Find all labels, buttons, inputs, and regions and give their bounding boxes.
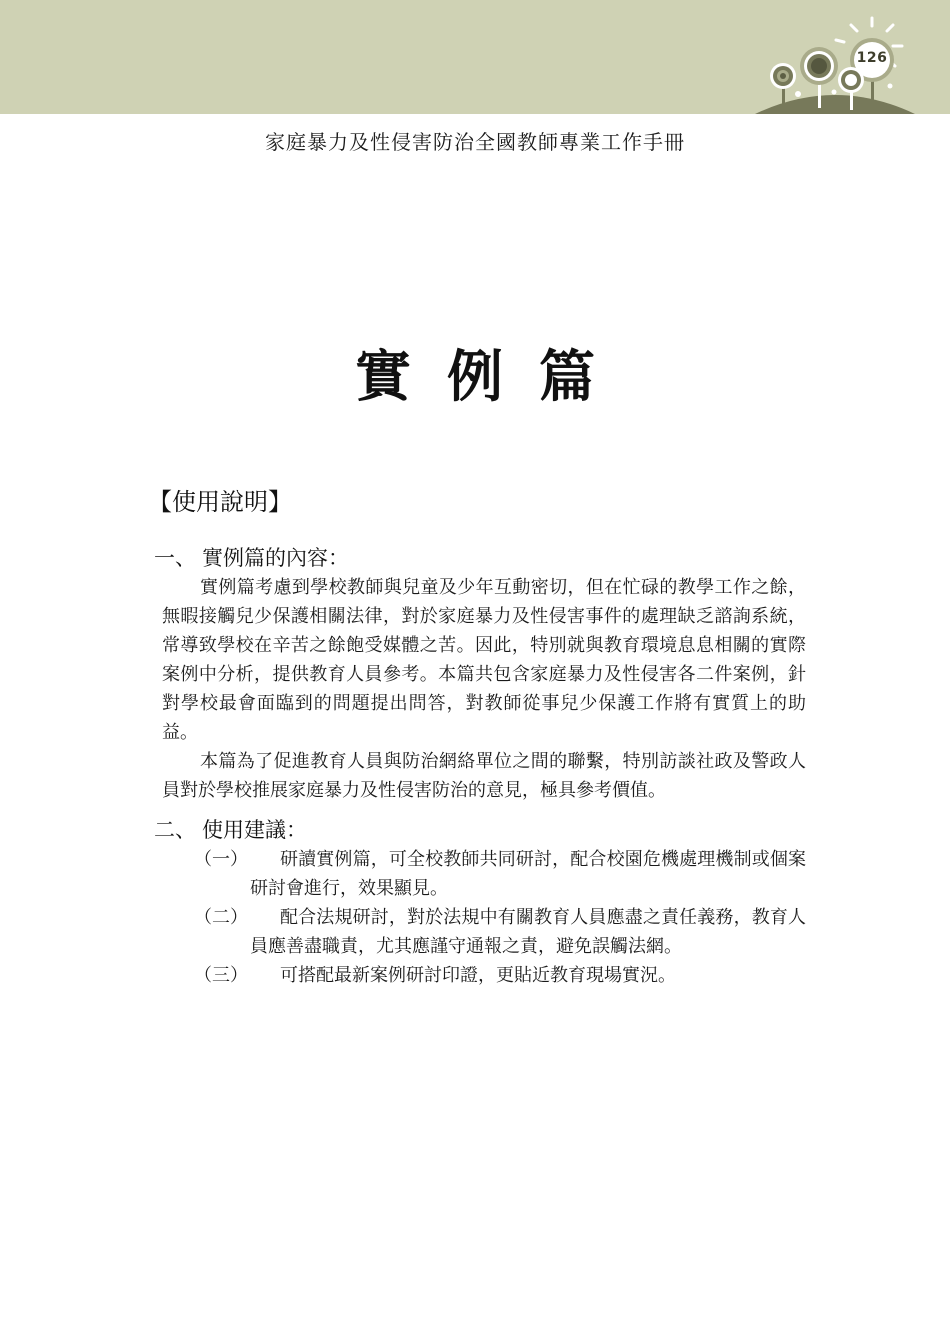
part1-heading [154,543,806,573]
list-item-marker: （二） [194,907,248,928]
list-item-marker: （一） [194,849,248,870]
flower-decoration-icon [750,14,920,114]
list-item-text: 研讀實例篇，可全校教師共同研討，配合校園危機處理機制或個案研討會進行，效果顯見。 [250,849,806,899]
part2-number: 二、 [154,818,196,842]
section-title: 實例篇 [355,345,631,410]
part2-heading [154,815,806,845]
list-item-text: 可搭配最新案例研討印證，更貼近教育現場實況。 [280,965,676,986]
part2-section [154,815,806,990]
list-item-marker: （三） [194,965,248,986]
page-number: 126 [856,50,888,66]
list-item-text: 配合法規研討，對於法規中有關教育人員應盡之責任義務，教育人員應善盡職責，尤其應謹守通報之責，避免誤觸法網。 [250,907,806,957]
part1-paragraph-1: 實例篇考慮到學校教師與兒童及少年互動密切，但在忙碌的教學工作之餘，無暇接觸兒少保護相關法律，對於家庭暴力及性侵害事件的處理缺乏諮詢系統，常導致學校在辛苦之餘飽受媒體之苦。因此，特別就與教育環境息息相關的實際案例中分析，提供教育人員參考。本篇共包含家庭暴力及性侵害各二件案例，針對學校最會面臨到的問題提出問答，對教師從事兒少保護工作將有實質上的助益。 [162,577,806,743]
list-item [154,845,806,903]
part1-title: 實例篇的內容： [202,546,349,570]
part1-section [154,543,806,805]
usage-heading: 【使用說明】 [148,488,292,516]
list-item [154,903,806,961]
part1-paragraph-2: 本篇為了促進教育人員與防治網絡單位之間的聯繫，特別訪談社政及警政人員對於學校推展家庭暴力及性侵害防治的意見，極具參考價值。 [162,751,806,801]
running-header: 家庭暴力及性侵害防治全國教師專業工作手冊 [265,130,685,154]
list-item [154,961,806,990]
part1-number: 一、 [154,546,196,570]
part2-title: 使用建議： [202,818,307,842]
